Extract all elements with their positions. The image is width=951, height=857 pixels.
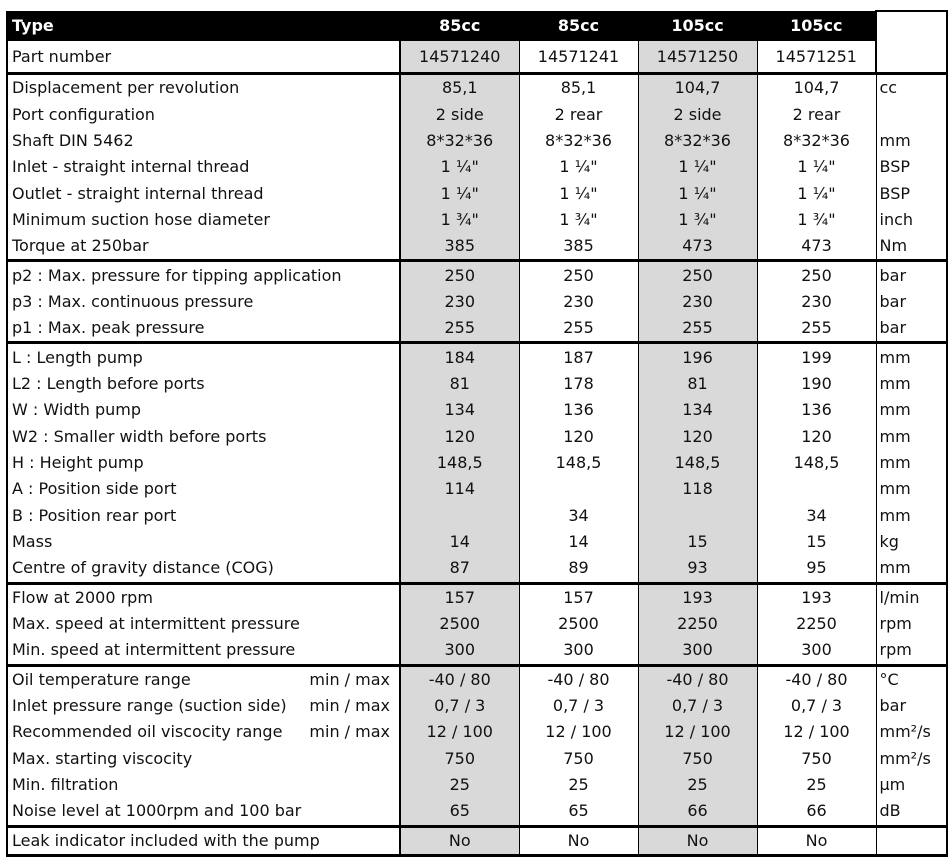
spec-value: 8*32*36 <box>638 128 757 154</box>
part-number-value: 14571251 <box>757 41 876 74</box>
spec-value: 300 <box>519 637 638 665</box>
spec-value: 1 ¼" <box>519 154 638 180</box>
spec-label-cell: W2 : Smaller width before ports <box>7 423 400 449</box>
spec-value: No <box>519 826 638 855</box>
spec-value: 93 <box>638 555 757 583</box>
spec-value: 2250 <box>757 611 876 637</box>
spec-row <box>7 476 947 502</box>
spec-value: 157 <box>400 583 519 611</box>
spec-table <box>6 10 948 857</box>
spec-label-cell: Displacement per revolution <box>7 74 400 102</box>
spec-unit: mm <box>876 450 947 476</box>
spec-value: 230 <box>400 289 519 315</box>
spec-label-cell: Noise level at 1000rpm and 100 bar <box>7 798 400 826</box>
spec-value: 8*32*36 <box>757 128 876 154</box>
spec-row <box>7 450 947 476</box>
spec-value: 8*32*36 <box>519 128 638 154</box>
spec-value: 250 <box>400 261 519 289</box>
spec-value: 193 <box>757 583 876 611</box>
spec-value: 14 <box>519 529 638 555</box>
spec-unit: bar <box>876 261 947 289</box>
spec-value: 15 <box>638 529 757 555</box>
spec-label-cell: p1 : Max. peak pressure <box>7 315 400 343</box>
spec-unit: mm <box>876 503 947 529</box>
spec-row <box>7 233 947 261</box>
spec-value: 136 <box>757 397 876 423</box>
spec-value: 1 ¼" <box>638 180 757 206</box>
spec-value: 1 ¾" <box>638 207 757 233</box>
spec-unit: bar <box>876 693 947 719</box>
spec-row <box>7 343 947 371</box>
spec-value: 87 <box>400 555 519 583</box>
spec-unit: mm <box>876 371 947 397</box>
spec-qualifier: min / max <box>309 669 390 689</box>
spec-row <box>7 101 947 127</box>
spec-value: 85,1 <box>519 74 638 102</box>
model-header: 105cc <box>757 11 876 41</box>
spec-row <box>7 719 947 745</box>
spec-value: 250 <box>519 261 638 289</box>
model-header: 105cc <box>638 11 757 41</box>
spec-value <box>638 503 757 529</box>
spec-row <box>7 798 947 826</box>
spec-value: 148,5 <box>519 450 638 476</box>
spec-unit: BSP <box>876 154 947 180</box>
spec-value: 196 <box>638 343 757 371</box>
spec-label-cell: A : Position side port <box>7 476 400 502</box>
spec-label-cell: B : Position rear port <box>7 503 400 529</box>
spec-value: 118 <box>638 476 757 502</box>
spec-label: Inlet pressure range (suction side) <box>12 696 287 716</box>
spec-unit: mm <box>876 343 947 371</box>
spec-value: 1 ¼" <box>638 154 757 180</box>
spec-value: 178 <box>519 371 638 397</box>
spec-value: 65 <box>400 798 519 826</box>
spec-value: 230 <box>638 289 757 315</box>
spec-value: 255 <box>400 315 519 343</box>
spec-unit: BSP <box>876 180 947 206</box>
spec-value: 2 rear <box>757 101 876 127</box>
spec-row <box>7 637 947 665</box>
spec-label-cell: Max. speed at intermittent pressure <box>7 611 400 637</box>
spec-value: 12 / 100 <box>400 719 519 745</box>
spec-value: 2500 <box>519 611 638 637</box>
spec-label-cell: Leak indicator included with the pump <box>7 826 400 855</box>
type-header: Type <box>7 11 400 41</box>
spec-value: 385 <box>400 233 519 261</box>
model-header: 85cc <box>400 11 519 41</box>
spec-row <box>7 261 947 289</box>
spec-unit: bar <box>876 315 947 343</box>
spec-value: 250 <box>757 261 876 289</box>
spec-unit: dB <box>876 798 947 826</box>
spec-value: 66 <box>638 798 757 826</box>
spec-value: 15 <box>757 529 876 555</box>
spec-value: 25 <box>400 772 519 798</box>
part-number-unit <box>876 41 947 74</box>
spec-row <box>7 74 947 102</box>
spec-label-cell: Min. filtration <box>7 772 400 798</box>
spec-label-cell <box>7 665 400 693</box>
spec-unit: mm <box>876 397 947 423</box>
spec-value: 95 <box>757 555 876 583</box>
spec-label-cell: Torque at 250bar <box>7 233 400 261</box>
spec-value: 34 <box>757 503 876 529</box>
spec-unit: mm²/s <box>876 719 947 745</box>
spec-unit <box>876 101 947 127</box>
spec-value: 0,7 / 3 <box>519 693 638 719</box>
spec-label-cell <box>7 693 400 719</box>
spec-unit: l/min <box>876 583 947 611</box>
model-header: 85cc <box>519 11 638 41</box>
spec-row <box>7 180 947 206</box>
spec-value: 0,7 / 3 <box>757 693 876 719</box>
spec-value: 81 <box>638 371 757 397</box>
spec-value: 300 <box>638 637 757 665</box>
spec-unit: inch <box>876 207 947 233</box>
spec-value: 104,7 <box>638 74 757 102</box>
spec-value: 184 <box>400 343 519 371</box>
spec-value: 1 ¼" <box>400 154 519 180</box>
spec-value <box>519 476 638 502</box>
spec-row <box>7 423 947 449</box>
spec-value: 1 ¼" <box>400 180 519 206</box>
spec-label-cell: p2 : Max. pressure for tipping application <box>7 261 400 289</box>
spec-label-cell: Max. starting viscocity <box>7 746 400 772</box>
spec-label-cell: L : Length pump <box>7 343 400 371</box>
spec-value: 2 rear <box>519 101 638 127</box>
spec-unit <box>876 826 947 855</box>
spec-value: 230 <box>519 289 638 315</box>
unit-header <box>876 11 947 41</box>
spec-label-cell: Mass <box>7 529 400 555</box>
spec-value: 114 <box>400 476 519 502</box>
spec-unit: mm²/s <box>876 746 947 772</box>
spec-label-cell: p3 : Max. continuous pressure <box>7 289 400 315</box>
spec-label-cell: Inlet - straight internal thread <box>7 154 400 180</box>
spec-unit: Nm <box>876 233 947 261</box>
spec-row <box>7 611 947 637</box>
spec-qualifier: min / max <box>309 696 390 716</box>
spec-value: 255 <box>638 315 757 343</box>
spec-row <box>7 746 947 772</box>
spec-value: No <box>757 826 876 855</box>
spec-value: 120 <box>757 423 876 449</box>
spec-value: 25 <box>757 772 876 798</box>
spec-value: 136 <box>519 397 638 423</box>
spec-value: 750 <box>400 746 519 772</box>
spec-value: 1 ¼" <box>519 180 638 206</box>
spec-value <box>757 476 876 502</box>
spec-value: 34 <box>519 503 638 529</box>
spec-unit: mm <box>876 476 947 502</box>
spec-value: 148,5 <box>757 450 876 476</box>
spec-label-cell: L2 : Length before ports <box>7 371 400 397</box>
spec-value: 473 <box>638 233 757 261</box>
spec-value: 750 <box>638 746 757 772</box>
spec-label-cell: Flow at 2000 rpm <box>7 583 400 611</box>
spec-label: Recommended oil viscocity range <box>12 722 283 742</box>
spec-unit: μm <box>876 772 947 798</box>
spec-value: 12 / 100 <box>757 719 876 745</box>
spec-value: 120 <box>519 423 638 449</box>
spec-value: 2 side <box>638 101 757 127</box>
spec-value: 250 <box>638 261 757 289</box>
spec-value: 134 <box>638 397 757 423</box>
spec-value: 25 <box>519 772 638 798</box>
spec-value: 190 <box>757 371 876 397</box>
spec-unit: kg <box>876 529 947 555</box>
spec-value: 1 ¼" <box>757 180 876 206</box>
spec-value: 12 / 100 <box>519 719 638 745</box>
spec-value: 385 <box>519 233 638 261</box>
spec-label-cell: Port configuration <box>7 101 400 127</box>
spec-value: 8*32*36 <box>400 128 519 154</box>
spec-value: 230 <box>757 289 876 315</box>
spec-unit: rpm <box>876 637 947 665</box>
spec-value: 255 <box>519 315 638 343</box>
spec-value: 89 <box>519 555 638 583</box>
spec-label-cell: Minimum suction hose diameter <box>7 207 400 233</box>
spec-value: 2 side <box>400 101 519 127</box>
spec-value: 1 ¾" <box>757 207 876 233</box>
spec-qualifier: min / max <box>309 722 390 742</box>
part-number-row <box>7 41 947 74</box>
spec-row <box>7 154 947 180</box>
spec-value: 1 ¼" <box>757 154 876 180</box>
spec-value: 14 <box>400 529 519 555</box>
spec-value: 81 <box>400 371 519 397</box>
spec-value: 65 <box>519 798 638 826</box>
header-row <box>7 11 947 41</box>
spec-value: 148,5 <box>638 450 757 476</box>
spec-row <box>7 826 947 855</box>
spec-value: 750 <box>519 746 638 772</box>
spec-value: 0,7 / 3 <box>400 693 519 719</box>
spec-unit: mm <box>876 423 947 449</box>
spec-unit: mm <box>876 555 947 583</box>
spec-value: -40 / 80 <box>400 665 519 693</box>
spec-value: -40 / 80 <box>757 665 876 693</box>
spec-value: 85,1 <box>400 74 519 102</box>
spec-value: 187 <box>519 343 638 371</box>
part-number-label: Part number <box>7 41 400 74</box>
spec-value: 300 <box>757 637 876 665</box>
spec-row <box>7 397 947 423</box>
spec-value: 193 <box>638 583 757 611</box>
spec-value: 1 ¾" <box>519 207 638 233</box>
spec-unit: mm <box>876 128 947 154</box>
part-number-value: 14571241 <box>519 41 638 74</box>
spec-label: Oil temperature range <box>12 669 191 689</box>
spec-label-cell: Centre of gravity distance (COG) <box>7 555 400 583</box>
spec-row <box>7 315 947 343</box>
spec-value: 25 <box>638 772 757 798</box>
spec-value: 12 / 100 <box>638 719 757 745</box>
spec-value: 1 ¾" <box>400 207 519 233</box>
spec-label-cell: H : Height pump <box>7 450 400 476</box>
spec-value: 0,7 / 3 <box>638 693 757 719</box>
spec-value: 157 <box>519 583 638 611</box>
spec-value: 148,5 <box>400 450 519 476</box>
spec-value: 199 <box>757 343 876 371</box>
spec-row <box>7 289 947 315</box>
spec-row <box>7 503 947 529</box>
spec-row <box>7 583 947 611</box>
spec-value: 120 <box>400 423 519 449</box>
spec-value: 2500 <box>400 611 519 637</box>
spec-row <box>7 529 947 555</box>
spec-unit: bar <box>876 289 947 315</box>
spec-value: 255 <box>757 315 876 343</box>
spec-value: 750 <box>757 746 876 772</box>
spec-unit: cc <box>876 74 947 102</box>
spec-unit: °C <box>876 665 947 693</box>
spec-label-cell <box>7 719 400 745</box>
spec-unit: rpm <box>876 611 947 637</box>
spec-value: 134 <box>400 397 519 423</box>
spec-value: -40 / 80 <box>638 665 757 693</box>
spec-row <box>7 772 947 798</box>
spec-label-cell: Min. speed at intermittent pressure <box>7 637 400 665</box>
spec-value: No <box>638 826 757 855</box>
spec-row <box>7 207 947 233</box>
spec-value: No <box>400 826 519 855</box>
spec-row <box>7 371 947 397</box>
spec-label-cell: Outlet - straight internal thread <box>7 180 400 206</box>
spec-label-cell: Shaft DIN 5462 <box>7 128 400 154</box>
spec-value: 300 <box>400 637 519 665</box>
spec-row <box>7 128 947 154</box>
spec-label-cell: W : Width pump <box>7 397 400 423</box>
spec-row <box>7 693 947 719</box>
spec-value: 66 <box>757 798 876 826</box>
spec-row <box>7 555 947 583</box>
spec-value: 473 <box>757 233 876 261</box>
spec-value <box>400 503 519 529</box>
spec-value: -40 / 80 <box>519 665 638 693</box>
part-number-value: 14571240 <box>400 41 519 74</box>
part-number-value: 14571250 <box>638 41 757 74</box>
spec-value: 120 <box>638 423 757 449</box>
spec-value: 2250 <box>638 611 757 637</box>
spec-value: 104,7 <box>757 74 876 102</box>
spec-row <box>7 665 947 693</box>
